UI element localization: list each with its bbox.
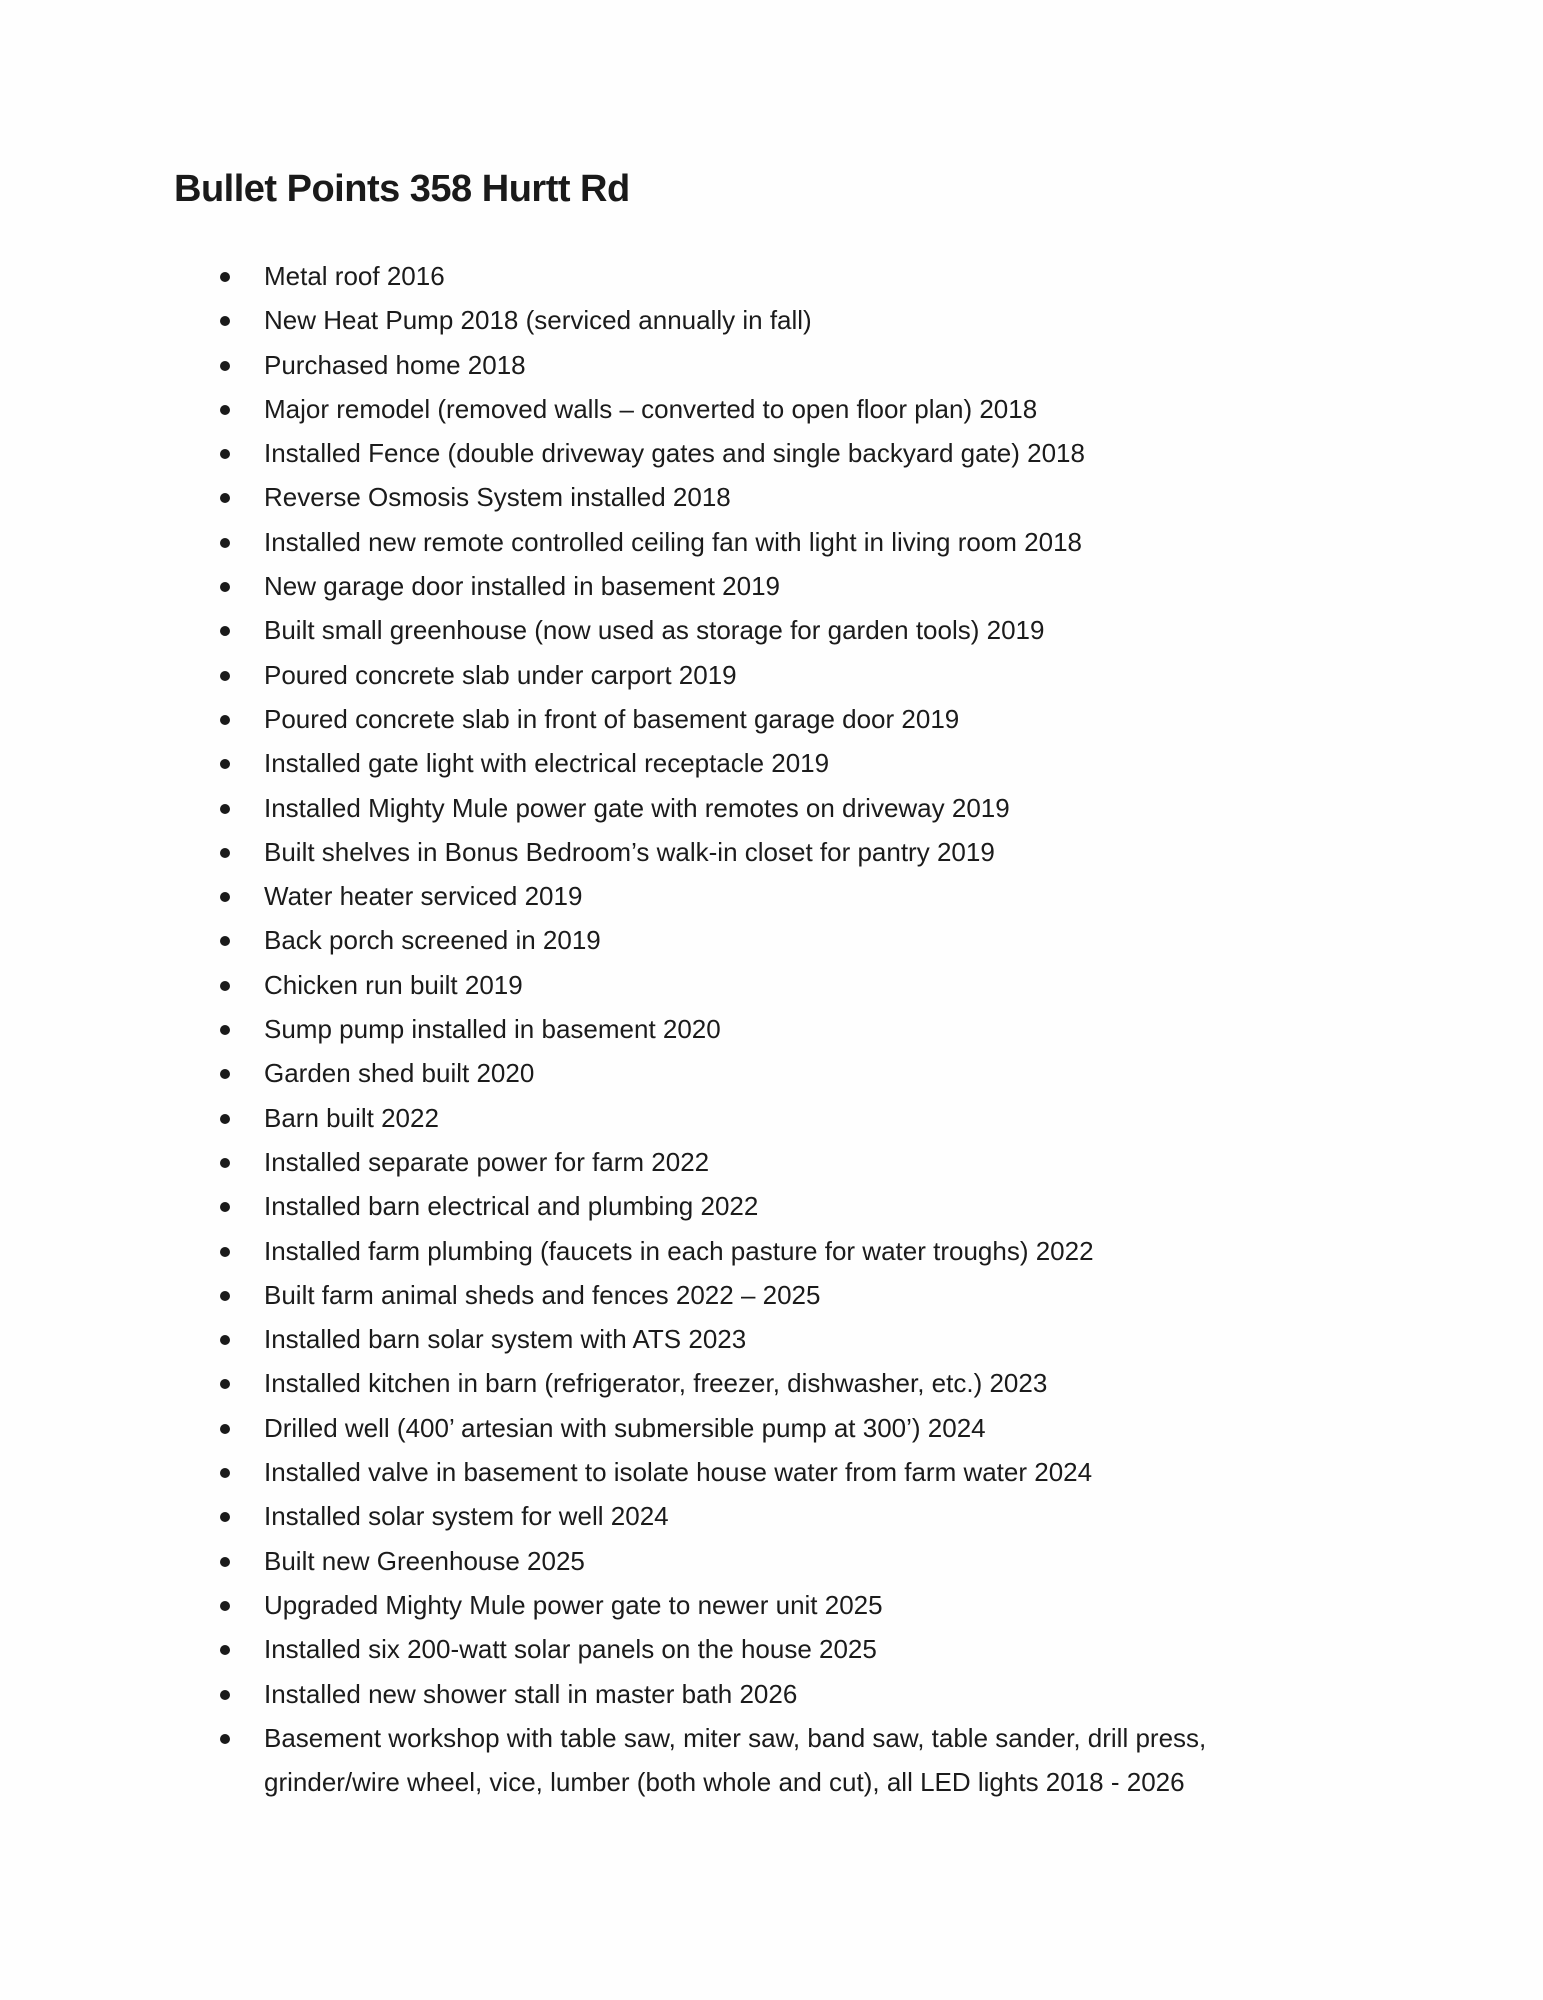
list-item-text: Installed kitchen in barn (refrigerator, freezer, dishwasher, etc.) 2023: [264, 1368, 1048, 1399]
bullet-dot-icon: [220, 1601, 230, 1611]
list-item: [210, 343, 1330, 387]
bullet-dot-icon: [220, 715, 230, 725]
bullet-dot-icon: [220, 1069, 230, 1079]
list-item: [210, 697, 1330, 741]
list-item-text: Installed barn electrical and plumbing 2022: [264, 1191, 759, 1222]
list-item: [210, 1583, 1330, 1627]
bullet-dot-icon: [220, 848, 230, 858]
list-item: [210, 564, 1330, 608]
bullet-dot-icon: [220, 892, 230, 902]
bullet-dot-icon: [220, 804, 230, 814]
list-item: [210, 963, 1330, 1007]
list-item: [210, 520, 1330, 564]
bullet-dot-icon: [220, 1158, 230, 1168]
list-item-text: Metal roof 2016: [264, 261, 445, 291]
bullet-dot-icon: [220, 1202, 230, 1212]
list-item-text: Poured concrete slab under carport 2019: [264, 659, 737, 690]
list-item: [210, 1229, 1330, 1273]
list-item-text: Purchased home 2018: [264, 349, 526, 380]
list-item-text: Installed new remote controlled ceiling fan with light in living room 2018: [264, 526, 1082, 557]
bullet-dot-icon: [220, 1468, 230, 1478]
list-item: [210, 387, 1330, 431]
bullet-list: [210, 254, 1330, 1804]
list-item-text: Chicken run built 2019: [264, 969, 523, 1000]
bullet-dot-icon: [220, 1512, 230, 1522]
list-item: [210, 830, 1330, 874]
list-item: [210, 874, 1330, 918]
bullet-dot-icon: [220, 1557, 230, 1567]
bullet-dot-icon: [220, 582, 230, 592]
list-item: [210, 1627, 1330, 1671]
list-item-text: Drilled well (400’ artesian with submersible pump at 300’) 2024: [264, 1412, 986, 1443]
bullet-dot-icon: [220, 361, 230, 371]
bullet-dot-icon: [220, 1379, 230, 1389]
list-item: [210, 1539, 1330, 1583]
bullet-dot-icon: [220, 936, 230, 946]
list-item-text: Upgraded Mighty Mule power gate to newer unit 2025: [264, 1589, 883, 1620]
list-item-text: New Heat Pump 2018 (serviced annually in fall): [264, 305, 812, 336]
list-item-text: Water heater serviced 2019: [264, 881, 583, 912]
list-item-text: Installed new shower stall in master bath 2026: [264, 1678, 798, 1709]
bullet-dot-icon: [220, 449, 230, 459]
list-item-text: Garden shed built 2020: [264, 1058, 535, 1089]
list-item-text: New garage door installed in basement 2019: [264, 571, 781, 602]
list-item: [210, 431, 1330, 475]
list-item: [210, 741, 1330, 785]
list-item-text: Installed separate power for farm 2022: [264, 1146, 710, 1177]
bullet-dot-icon: [220, 981, 230, 991]
list-item-text: Major remodel (removed walls – converted to open floor plan) 2018: [264, 393, 1038, 424]
list-item-text: Installed valve in basement to isolate house water from farm water 2024: [264, 1457, 1093, 1488]
list-item: [210, 1317, 1330, 1361]
list-item: [210, 653, 1330, 697]
list-item: [210, 1450, 1330, 1494]
list-item: [210, 1716, 1330, 1805]
list-item-text: Basement workshop with table saw, miter saw, band saw, table sander, drill press, grinder/wire wheel, vice, lumber (both whole and cut), all LED lights 2018 - 2026: [264, 1722, 1207, 1798]
list-item-text: Installed six 200-watt solar panels on the house 2025: [264, 1634, 877, 1665]
bullet-dot-icon: [220, 538, 230, 548]
bullet-dot-icon: [220, 272, 230, 282]
bullet-dot-icon: [220, 405, 230, 415]
list-item: [210, 918, 1330, 962]
list-item: [210, 1096, 1330, 1140]
list-item-text: Built farm animal sheds and fences 2022 – 2025: [264, 1279, 821, 1310]
list-item: [210, 1361, 1330, 1405]
list-item: [210, 1140, 1330, 1184]
bullet-dot-icon: [220, 759, 230, 769]
list-item-text: Installed solar system for well 2024: [264, 1501, 669, 1532]
list-item-text: Installed gate light with electrical receptacle 2019: [264, 748, 830, 779]
bullet-dot-icon: [220, 1424, 230, 1434]
bullet-dot-icon: [220, 1734, 230, 1744]
bullet-dot-icon: [220, 671, 230, 681]
bullet-dot-icon: [220, 1291, 230, 1301]
list-item-text: Installed Fence (double driveway gates and single backyard gate) 2018: [264, 438, 1085, 469]
list-item: [210, 298, 1330, 342]
list-item: [210, 1406, 1330, 1450]
list-item-text: Poured concrete slab in front of basement garage door 2019: [264, 703, 960, 734]
bullet-dot-icon: [220, 1025, 230, 1035]
list-item: [210, 1494, 1330, 1538]
list-item: [210, 1007, 1330, 1051]
list-item: [210, 1672, 1330, 1716]
list-item: [210, 1051, 1330, 1095]
list-item-text: Reverse Osmosis System installed 2018: [264, 482, 731, 513]
list-item: [210, 254, 1330, 298]
list-item-text: Built small greenhouse (now used as storage for garden tools) 2019: [264, 615, 1045, 646]
list-item-text: Barn built 2022: [264, 1102, 439, 1133]
list-item: [210, 1273, 1330, 1317]
list-item: [210, 475, 1330, 519]
list-item-text: Built new Greenhouse 2025: [264, 1545, 585, 1576]
bullet-dot-icon: [220, 1645, 230, 1655]
document-title: Bullet Points 358 Hurtt Rd: [174, 168, 630, 210]
bullet-dot-icon: [220, 1690, 230, 1700]
list-item-text: Installed barn solar system with ATS 2023: [264, 1324, 747, 1355]
list-item-text: Installed farm plumbing (faucets in each pasture for water troughs) 2022: [264, 1235, 1094, 1266]
list-item-text: Installed Mighty Mule power gate with remotes on driveway 2019: [264, 792, 1010, 823]
list-item: [210, 1184, 1330, 1228]
bullet-dot-icon: [220, 1247, 230, 1257]
bullet-dot-icon: [220, 626, 230, 636]
list-item-text: Built shelves in Bonus Bedroom’s walk-in closet for pantry 2019: [264, 836, 995, 867]
list-item-text: Back porch screened in 2019: [264, 925, 601, 956]
list-item-text: Sump pump installed in basement 2020: [264, 1014, 721, 1045]
bullet-dot-icon: [220, 1335, 230, 1345]
bullet-dot-icon: [220, 493, 230, 503]
list-item: [210, 608, 1330, 652]
bullet-dot-icon: [220, 1114, 230, 1124]
bullet-dot-icon: [220, 316, 230, 326]
list-item: [210, 786, 1330, 830]
